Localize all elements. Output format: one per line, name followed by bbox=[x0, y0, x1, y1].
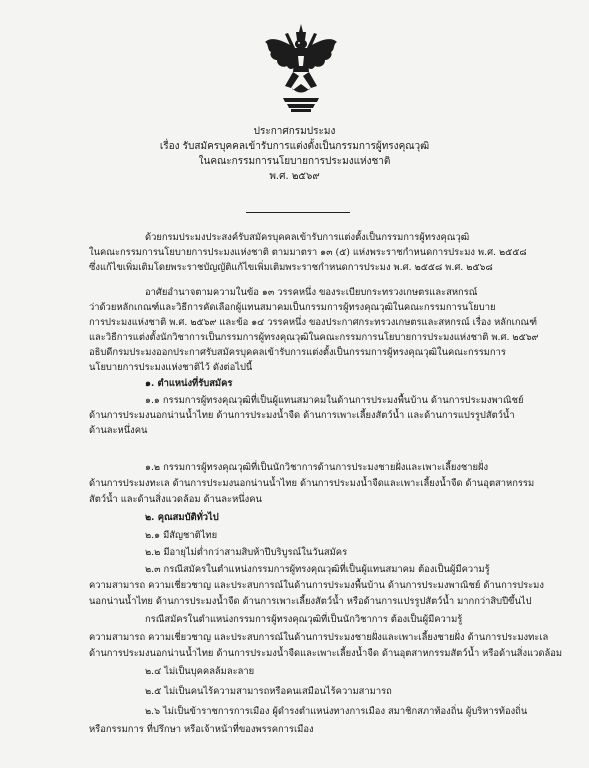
body-line: หรือกรรมการ ที่ปรึกษา หรือเจ้าหน้าที่ของพรรคการเมือง bbox=[89, 724, 314, 735]
body-line: ว่าด้วยหลักเกณฑ์และวิธีการคัดเลือกผู้แทนสมาคมเป็นกรรมการผู้ทรงคุณวุฒิในคณะกรรมการนโยบาย bbox=[89, 302, 496, 313]
body-line: ซึ่งแก้ไขเพิ่มเติมโดยพระราชบัญญัติแก้ไขเพิ่มเติมพระราชกำหนดการประมง พ.ศ. ๒๕๕๘ พ.ศ. ๒๕๖๘ bbox=[89, 262, 493, 273]
body-line: กรณีสมัครในตำแหน่งกรรมการผู้ทรงคุณวุฒิที่เป็นนักวิชาการ ต้องเป็นผู้มีความรู้ bbox=[145, 614, 463, 625]
body-line: ๒.๓ กรณีสมัครในตำแหน่งกรรมการผู้ทรงคุณวุฒิที่เป็นผู้แทนสมาคม ต้องเป็นผู้มีความรู้ bbox=[145, 564, 490, 575]
body-line: ด้านการประมงนอกน่านน้ำไทย ด้านการประมงน้ำจืด ด้านการเพาะเลี้ยงสัตว์น้ำ และด้านการแปรรูปสัตว์น้ำ bbox=[89, 410, 515, 421]
body-line: อาศัยอำนาจตามความในข้อ ๑๓ วรรคหนึ่ง ของระเบียบกระทรวงเกษตรและสหกรณ์ bbox=[145, 287, 478, 298]
announcement-subject: เรื่อง รับสมัครบุคคลเข้ารับการแต่งตั้งเป็นกรรมการผู้ทรงคุณวุฒิ bbox=[159, 141, 430, 152]
body-line: ๑.๑ กรรมการผู้ทรงคุณวุฒิที่เป็นผู้แทนสมาคมในด้านการประมงพื้นบ้าน ด้านการประมงพาณิชย์ bbox=[145, 395, 524, 406]
body-line: ความสามารถ ความเชี่ยวชาญ และประสบการณ์ในด้านการประมงพื้นบ้าน ด้านการประมงพาณิชย์ ด้านการประมง bbox=[89, 580, 544, 591]
body-line: ๒.๑ มีสัญชาติไทย bbox=[145, 530, 218, 541]
body-line: ด้านการประมงนอกน่านน้ำไทย ด้านการประมงน้ำจืดและเพาะเลี้ยงน้ำจืด ด้านอุตสาหกรรมสัตว์น้ำ หรือด้านสิ่งแวดล้อม bbox=[89, 648, 563, 659]
announcement-year: พ.ศ. ๒๕๖๙ bbox=[269, 171, 320, 182]
body-line: นโยบายการประมงแห่งชาติไว้ ดังต่อไปนี้ bbox=[89, 362, 253, 373]
announcement-subject-cont: ในคณะกรรมการนโยบายการประมงแห่งชาติ bbox=[198, 156, 391, 167]
body-line: ในคณะกรรมการนโยบายการประมงแห่งชาติ ตามมาตรา ๑๓ (๕) แห่งพระราชกำหนดการประมง พ.ศ. ๒๕๕๘ bbox=[89, 247, 527, 258]
body-line: นอกน่านน้ำไทย ด้านการประมงน้ำจืด ด้านการเพาะเลี้ยงสัตว์น้ำ หรือด้านการแปรรูปสัตว์น้ำ มากกว่าสิบปีขึ้นไป bbox=[89, 596, 532, 607]
body-line: ด้านการประมงทะเล ด้านการประมงนอกน่านน้ำไทย ด้านการประมงน้ำจืดและเพาะเลี้ยงน้ำจืด ด้านอุตสาหกรรม bbox=[89, 478, 535, 489]
garuda-emblem-icon bbox=[263, 22, 339, 114]
body-line: ความสามารถ ความเชี่ยวชาญ และประสบการณ์ในด้านการประมงชายฝั่งและเพาะเลี้ยงชายฝั่ง ด้านการประมงทะเล bbox=[89, 632, 549, 643]
body-line: ๒.๖ ไม่เป็นข้าราชการการเมือง ผู้ดำรงตำแหน่งทางการเมือง สมาชิกสภาท้องถิ่น ผู้บริหารท้องถิ่น bbox=[145, 706, 528, 717]
section-heading: ๑. ตำแหน่งที่รับสมัคร bbox=[145, 378, 233, 389]
body-line: อธิบดีกรมประมงออกประกาศรับสมัครบุคคลเข้ารับการแต่งตั้งเป็นกรรมการผู้ทรงคุณวุฒิในคณะกรรมการ bbox=[89, 347, 506, 358]
body-line: ๑.๒ กรรมการผู้ทรงคุณวุฒิที่เป็นนักวิชาการด้านการประมงชายฝั่งและเพาะเลี้ยงชายฝั่ง bbox=[145, 462, 489, 473]
announcement-title: ประกาศกรมประมง bbox=[253, 126, 336, 137]
body-line: ด้านละหนึ่งคน bbox=[89, 425, 148, 436]
divider-rule bbox=[246, 212, 350, 213]
section-heading: ๒. คุณสมบัติทั่วไป bbox=[145, 512, 219, 523]
body-line: และวิธีการแต่งตั้งนักวิชาการเป็นกรรมการผู้ทรงคุณวุฒิในคณะกรรมการนโยบายการประมงแห่งชาติ พ.ศ. ๒๕๖๙ bbox=[89, 332, 539, 343]
body-line: ๒.๕ ไม่เป็นคนไร้ความสามารถหรือคนเสมือนไร้ความสามารถ bbox=[145, 686, 392, 697]
body-line: ด้วยกรมประมงประสงค์รับสมัครบุคคลเข้ารับการแต่งตั้งเป็นกรรมการผู้ทรงคุณวุฒิ bbox=[145, 232, 470, 243]
body-line: สัตว์น้ำ และด้านสิ่งแวดล้อม ด้านละหนึ่งคน bbox=[89, 494, 262, 505]
body-line: ๒.๔ ไม่เป็นบุคคลล้มละลาย bbox=[145, 666, 255, 677]
body-line: การประมงแห่งชาติ พ.ศ. ๒๕๖๙ และข้อ ๑๔ วรรคหนึ่ง ของประกาศกระทรวงเกษตรและสหกรณ์ เรื่อง หลักเกณฑ์ bbox=[89, 317, 538, 328]
body-line: ๒.๒ มีอายุไม่ต่ำกว่าสามสิบห้าปีบริบูรณ์ในวันสมัคร bbox=[145, 547, 348, 558]
